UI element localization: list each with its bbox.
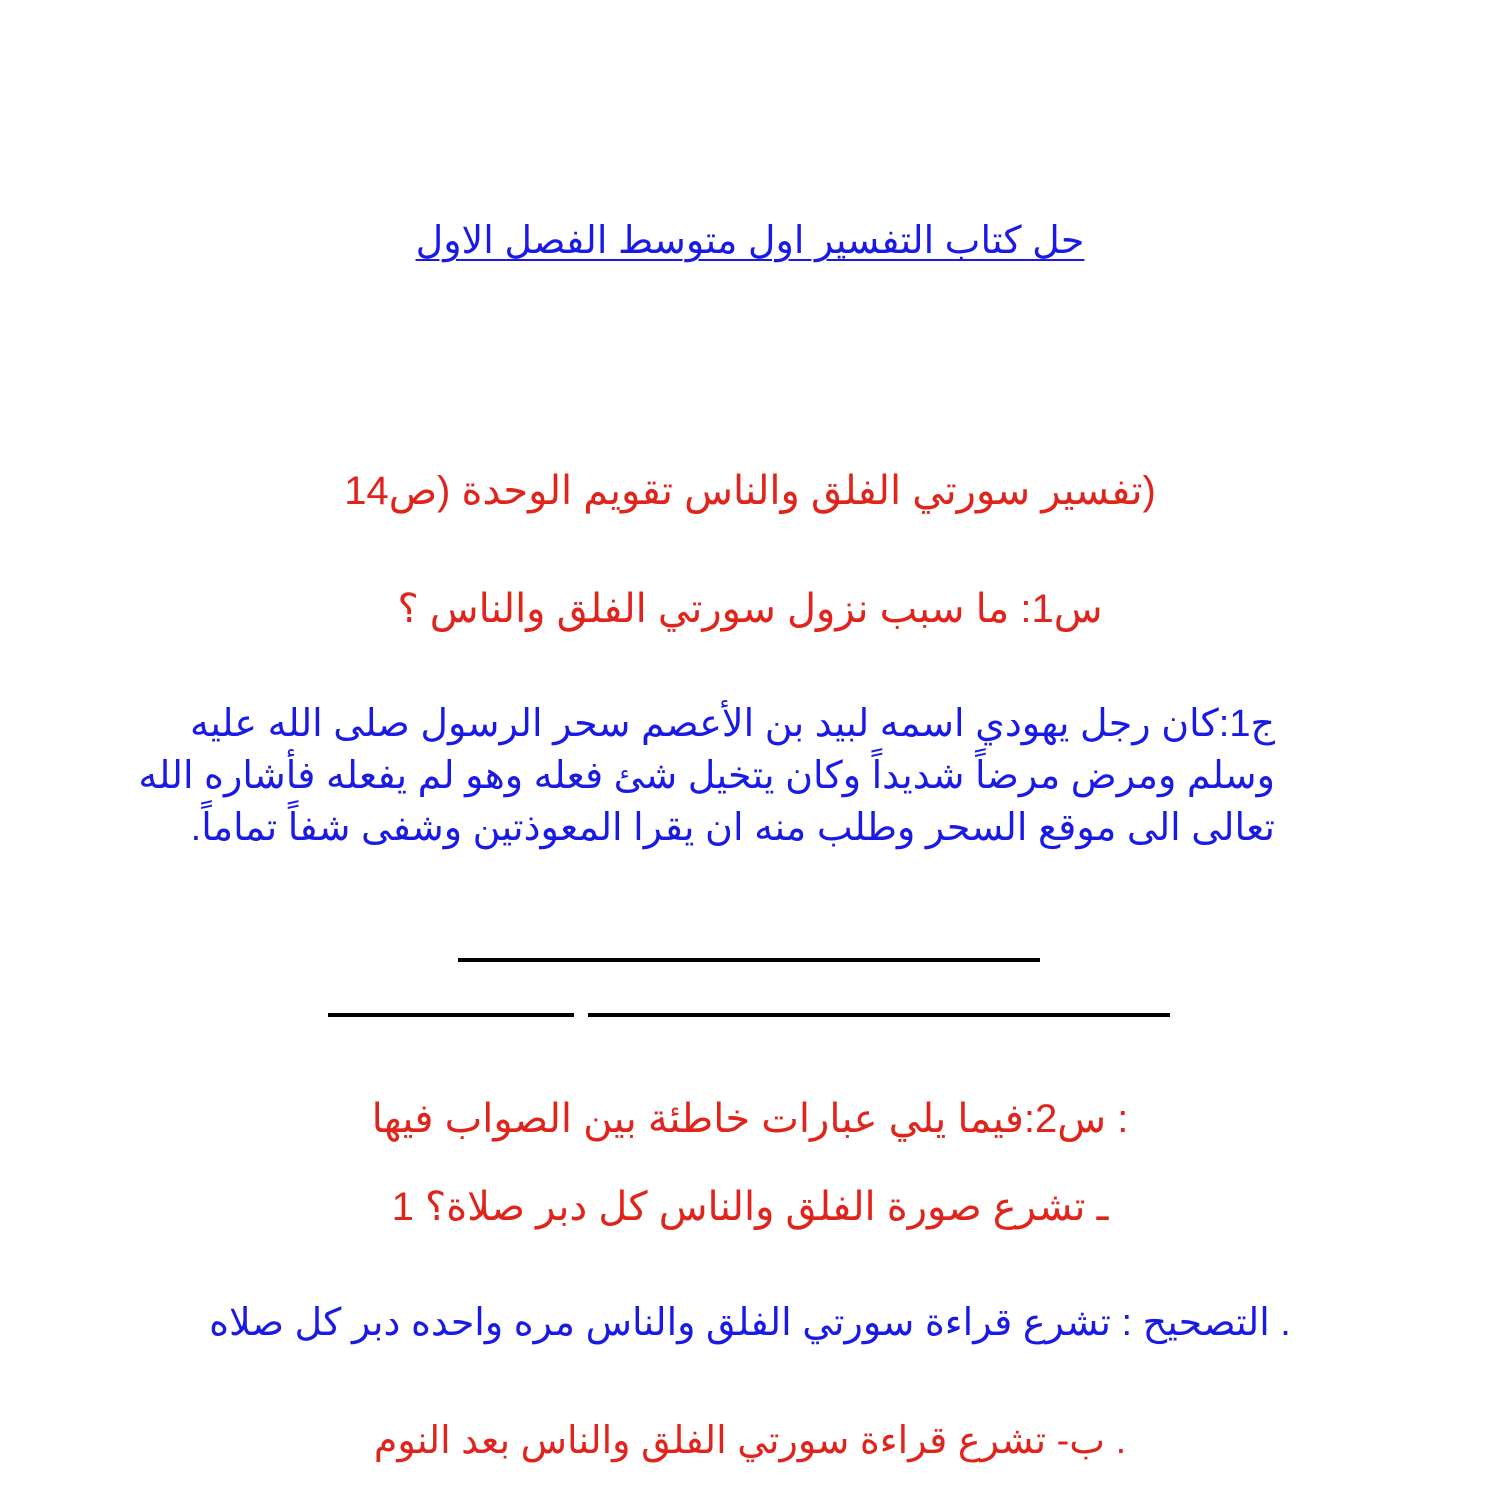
question-2-item-1: ـ تشرع صورة الفلق والناس كل دبر صلاة؟ 1 [391,1185,1109,1229]
answer-blank-line-2b [588,1013,1170,1017]
answer-1 [138,698,1275,854]
question-2-item-2: . ب- تشرع قراءة سورتي الفلق والناس بعد النوم [373,1420,1127,1462]
answer-1-line-3: تعالى الى موقع السحر وطلب منه ان يقرا المعوذتين وشفى شفاً تماماً. [190,807,1275,849]
correction-text: . التصحيح : تشرع قراءة سورتي الفلق والناس مره واحده دبر كل صلاه [209,1302,1291,1344]
answer-blank-line-2a [328,1013,574,1017]
answer-blank-line-1 [458,958,1040,962]
question-2: : س2:فيما يلي عبارات خاطئة بين الصواب فيها [371,1097,1129,1141]
section-heading: (تفسير سورتي الفلق والناس تقويم الوحدة (ص14 [344,469,1156,513]
answer-1-line-2: وسلم ومرض مرضاً شديداً وكان يتخيل شئ فعله وهو لم يفعله فأشاره الله [138,755,1275,797]
answer-1-line-1: ج1:كان رجل يهودي اسمه لبيد بن الأعصم سحر الرسول صلى الله عليه [189,703,1275,745]
question-1: س1: ما سبب نزول سورتي الفلق والناس ؟ [397,587,1103,631]
document-title: حل كتاب التفسير اول متوسط الفصل الاول [415,220,1085,262]
